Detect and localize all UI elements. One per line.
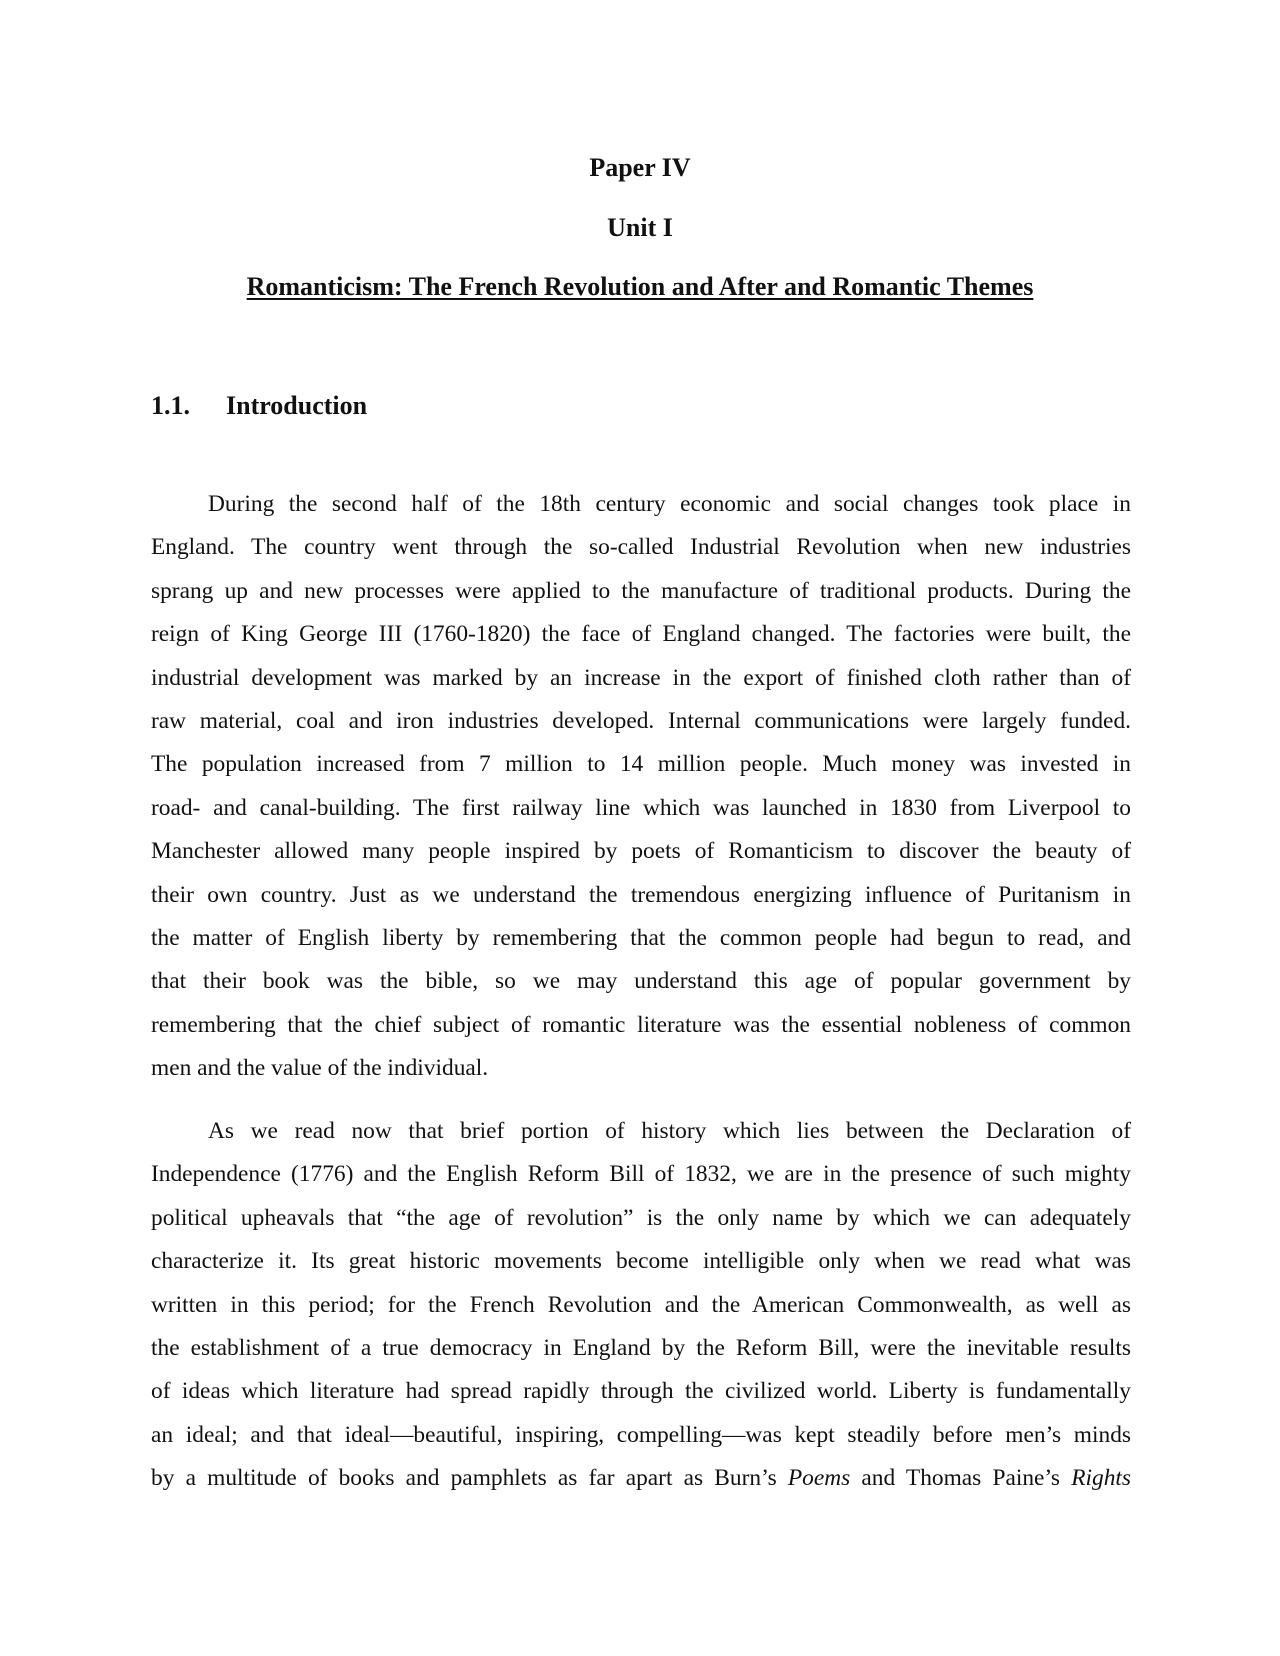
text-segment: and Thomas Paine’s — [850, 1465, 1072, 1492]
text-line: men and the value of the individual. — [151, 1055, 489, 1082]
text-line: the matter of English liberty by remembering that the common people had begun to read, and — [151, 924, 1131, 951]
text-line: characterize it. Its great historic movements become intelligible only when we read what was — [151, 1248, 1131, 1275]
text-line: remembering that the chief subject of romantic literature was the essential nobleness of common — [151, 1011, 1131, 1038]
paragraph-1 — [151, 483, 1131, 1090]
text-line: industrial development was marked by an increase in the export of finished cloth rather than of — [151, 664, 1131, 691]
text-line: England. The country went through the so-called Industrial Revolution when new industries — [151, 534, 1131, 561]
paragraph-2 — [151, 1110, 1131, 1501]
section-number: 1.1. — [151, 391, 190, 420]
text-line — [151, 1457, 1131, 1500]
paper-number: Paper IV — [589, 153, 691, 182]
text-line: an ideal; and that ideal—beautiful, inspiring, compelling—was kept steadily before men’s minds — [151, 1421, 1131, 1448]
text-line: of ideas which literature had spread rapidly through the civilized world. Liberty is fundamentally — [151, 1378, 1131, 1405]
text-line: During the second half of the 18th century economic and social changes took place in — [208, 491, 1131, 517]
section-title: Introduction — [226, 391, 368, 420]
text-line: their own country. Just as we understand the tremendous energizing influence of Puritanism in — [151, 881, 1131, 908]
text-line: Independence (1776) and the English Reform Bill of 1832, we are in the presence of such mighty — [151, 1161, 1131, 1188]
italic-title: Rights — [1071, 1465, 1131, 1492]
italic-title: Poems — [787, 1465, 851, 1492]
text-line: sprang up and new processes were applied to the manufacture of traditional products. During the — [151, 577, 1131, 604]
text-line: reign of King George III (1760-1820) the face of England changed. The factories were built, the — [151, 621, 1131, 648]
text-line: raw material, coal and iron industries developed. Internal communications were largely funded. — [151, 707, 1131, 734]
text-line: written in this period; for the French Revolution and the American Commonwealth, as well as — [151, 1291, 1131, 1318]
text-line: The population increased from 7 million to 14 million people. Much money was invested in — [151, 751, 1131, 778]
text-line: political upheavals that “the age of revolution” is the only name by which we can adequately — [151, 1204, 1131, 1231]
page-title-text: Romanticism: The French Revolution and After and Romantic Themes — [246, 272, 1034, 301]
text-line: Manchester allowed many people inspired by poets of Romanticism to discover the beauty of — [151, 838, 1131, 865]
text-line: As we read now that brief portion of history which lies between the Declaration of — [208, 1118, 1131, 1144]
text-segment: by a multitude of books and pamphlets as far apart as Burn’s — [151, 1465, 788, 1492]
unit-number: Unit I — [607, 213, 673, 242]
text-line: road- and canal-building. The first railway line which was launched in 1830 from Liverpool to — [151, 794, 1131, 821]
text-line: that their book was the bible, so we may understand this age of popular government by — [151, 968, 1131, 995]
page-title — [0, 272, 1280, 302]
text-line: the establishment of a true democracy in England by the Reform Bill, were the inevitable results — [151, 1334, 1131, 1361]
